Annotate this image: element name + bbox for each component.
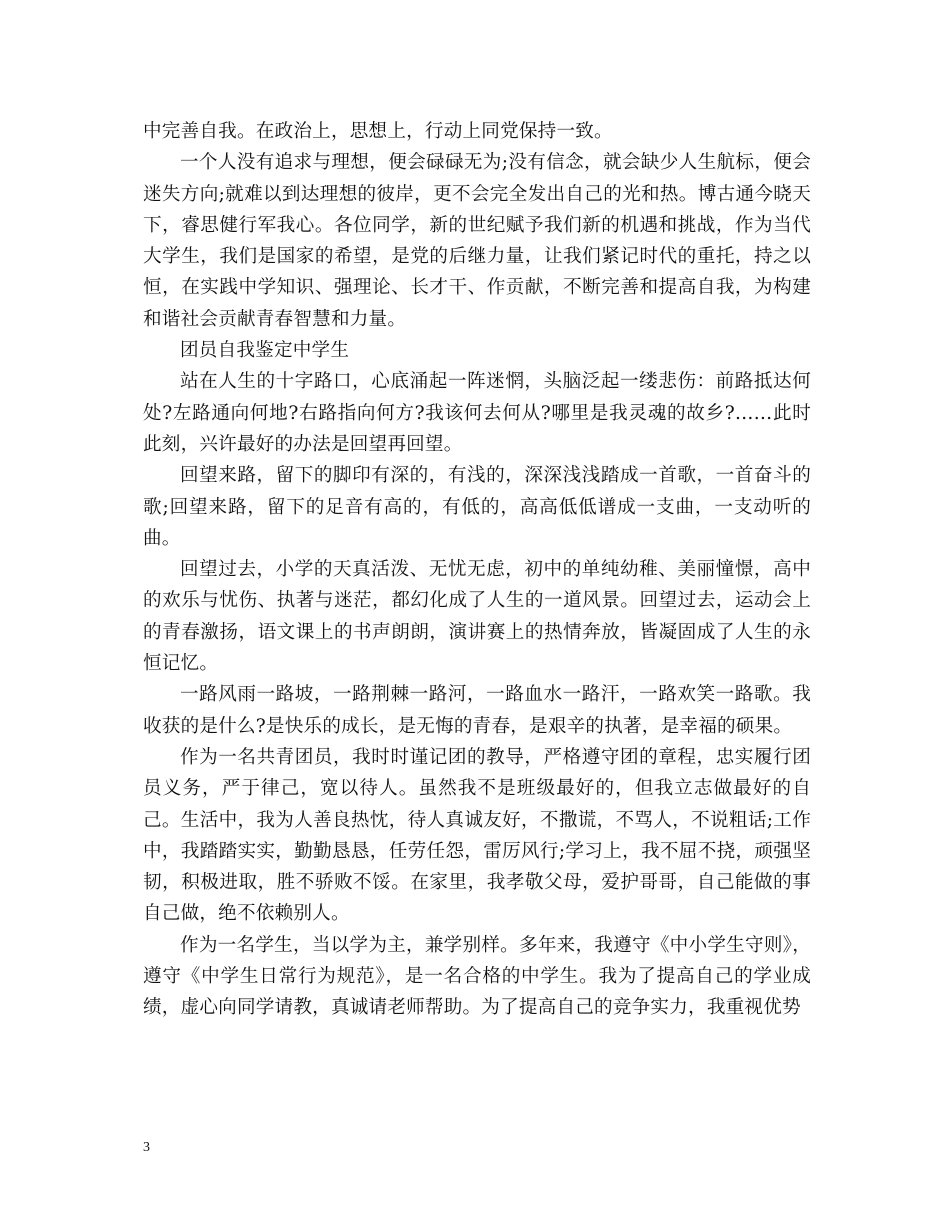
paragraph: 作为一名学生，当以学为主，兼学别样。多年来，我遵守《中小学生守则》，遵守《中学生日常行为规范》，是一名合格的中学生。我为了提高自己的学业成绩，虚心向同学请教，真诚请老师帮助。为了提高自己的竞争实力，我重视优势 [143, 934, 811, 1019]
paragraph: 站在人生的十字路口，心底涌起一阵迷惘，头脑泛起一缕悲伤：前路抵达何处?左路通向何地?右路指向何方?我该何去何从?哪里是我灵魂的故乡?……此时此刻，兴许最好的办法是回望再回望。 [143, 371, 811, 455]
section-heading: 团员自我鉴定中学生 [180, 340, 350, 362]
paragraph: 一个人没有追求与理想，便会碌碌无为;没有信念，就会缺少人生航标，便会迷失方向;就难以到达理想的彼岸，更不会完全发出自己的光和热。博古通今晓天下，睿思健行军我心。各位同学，新的世纪赋予我们新的机遇和挑战，作为当代大学生，我们是国家的希望，是党的后继力量，让我们紧记时代的重托，持之以恒，在实践中学知识、强理论、长才干、作贡献，不断完善和提高自我，为构建和谐社会贡献青春智慧和力量。 [143, 152, 811, 330]
paragraph: 回望过去，小学的天真活泼、无忧无虑，初中的单纯幼稚、美丽憧憬，高中的欢乐与忧伤、执著与迷茫，都幻化成了人生的一道风景。回望过去，运动会上的青春激扬，语文课上的书声朗朗，演讲赛上的热情奔放，皆凝固成了人生的永恒记忆。 [143, 559, 811, 675]
page-number: 3 [143, 1140, 150, 1155]
paragraph: 一路风雨一路坡，一路荆棘一路河，一路血水一路汗，一路欢笑一路歌。我收获的是什么?是快乐的成长，是无悔的青春，是艰辛的执著，是幸福的硕果。 [143, 684, 811, 737]
paragraph: 中完善自我。在政治上，思想上，行动上同党保持一致。 [143, 121, 613, 142]
document-body [143, 116, 811, 1024]
paragraph: 回望来路，留下的脚印有深的，有浅的，深深浅浅踏成一首歌，一首奋斗的歌;回望来路，留下的足音有高的，有低的，高高低低谱成一支曲，一支动听的曲。 [143, 465, 811, 549]
paragraph: 作为一名共青团员，我时时谨记团的教导，严格遵守团的章程，忠实履行团员义务，严于律己，宽以待人。虽然我不是班级最好的，但我立志做最好的自己。生活中，我为人善良热忱，待人真诚友好，不撒谎，不骂人，不说粗话;工作中，我踏踏实实，勤勤恳恳，任劳任怨，雷厉风行;学习上，我不屈不挠，顽强坚韧，积极进取，胜不骄败不馁。在家里，我孝敬父母，爱护哥哥，自己能做的事自己做，绝不依赖别人。 [143, 746, 811, 925]
